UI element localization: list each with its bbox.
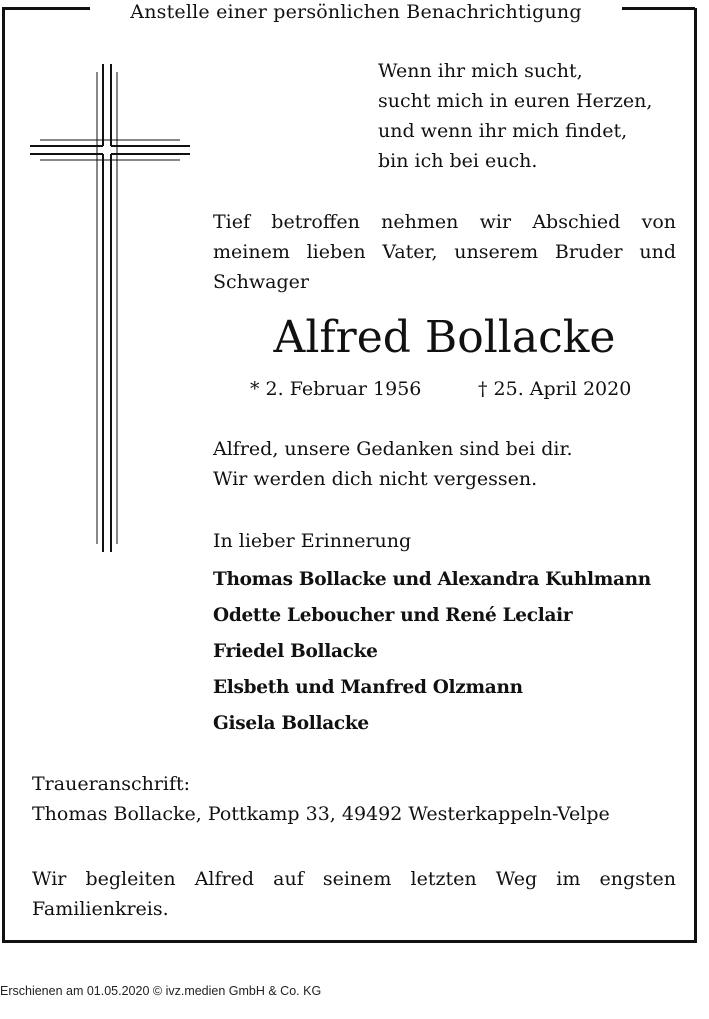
latin-cross-icon	[30, 64, 190, 552]
address-value: Thomas Bollacke, Pottkamp 33, 49492 Westerkappeln-Velpe	[32, 803, 610, 825]
poem-line: und wenn ihr mich findet,	[378, 120, 628, 142]
memory-text	[213, 434, 572, 494]
poem	[378, 56, 652, 176]
mourning-address	[32, 769, 610, 829]
memory-line: Wir werden dich nicht vergessen.	[213, 468, 538, 490]
death-date: † 25. April 2020	[478, 378, 632, 400]
birth-date: * 2. Februar 1956	[250, 378, 422, 400]
frame-top-border-right	[622, 7, 695, 10]
mourners-list	[213, 562, 651, 742]
intro-text: Tief betroffen nehmen wir Abschied von meinem lieben Vater, unserem Bruder und Schwager	[213, 211, 676, 293]
mourner-name: Elsbeth und Manfred Olzmann	[213, 677, 523, 698]
poem-line: sucht mich in euren Herzen,	[378, 90, 653, 112]
address-label: Traueranschrift:	[32, 773, 191, 795]
poem-line: bin ich bei euch.	[378, 150, 538, 172]
mourner-name: Odette Leboucher und René Leclair	[213, 605, 573, 626]
notice-header: Anstelle einer persönlichen Benachrichtigung	[130, 1, 582, 23]
mourner-name: Thomas Bollacke und Alexandra Kuhlmann	[213, 569, 651, 590]
remembrance-label: In lieber Erinnerung	[213, 530, 412, 552]
poem-line: Wenn ihr mich sucht,	[378, 60, 583, 82]
mourner-name: Friedel Bollacke	[213, 641, 378, 662]
deceased-name: Alfred Bollacke	[273, 312, 616, 363]
farewell-text: Wir begleiten Alfred auf seinem letzten Weg im engsten Familienkreis.	[32, 868, 676, 920]
mourner-name: Gisela Bollacke	[213, 713, 369, 734]
memory-line: Alfred, unsere Gedanken sind bei dir.	[213, 438, 573, 460]
frame-top-border-left	[2, 7, 90, 10]
publication-footer: Erschienen am 01.05.2020 © ivz.medien GmbH & Co. KG	[0, 984, 322, 998]
